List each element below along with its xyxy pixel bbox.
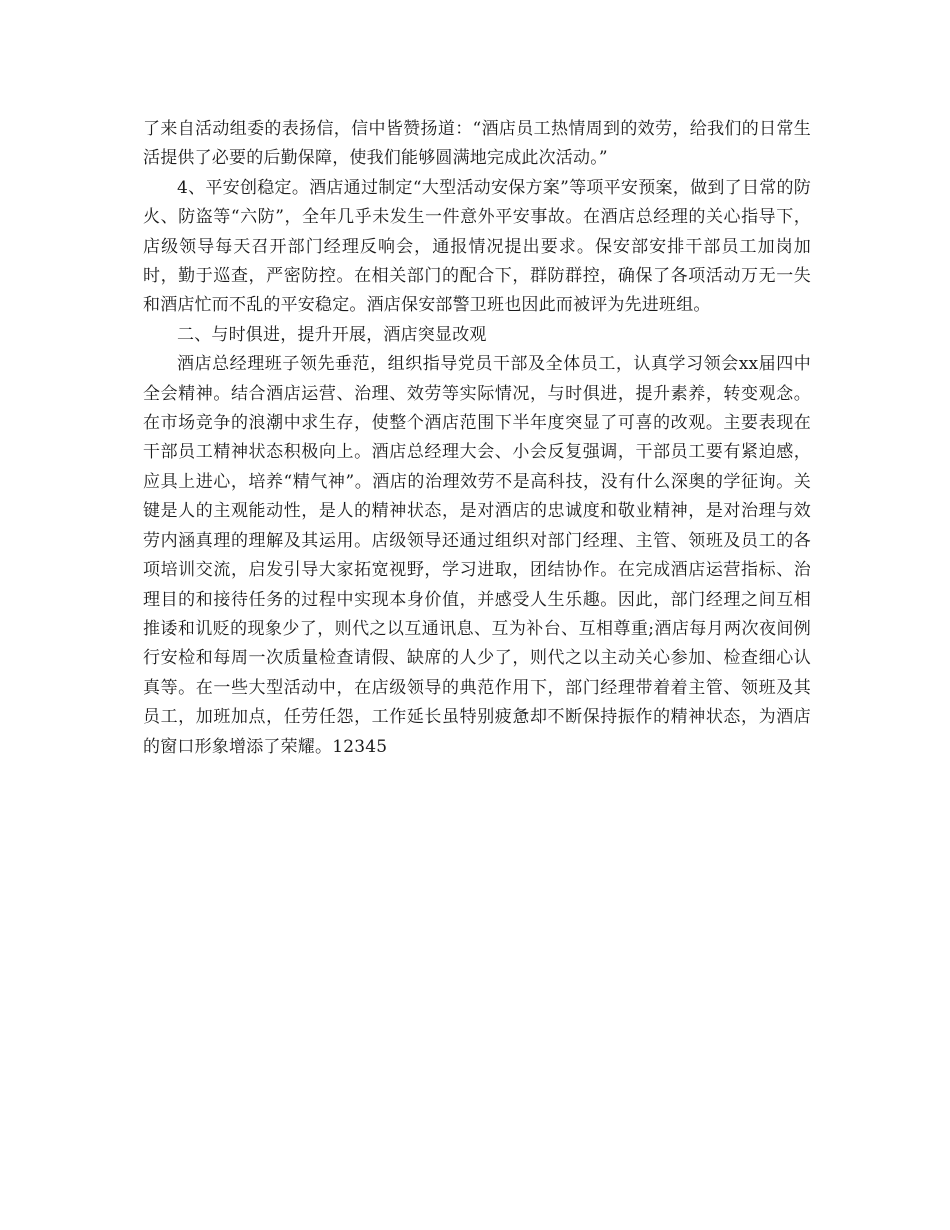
document-body: [143, 115, 811, 762]
paragraph-continuation: 了来自活动组委的表扬信，信中皆赞扬道：“酒店员工热情周到的效劳，给我们的日常生活提供了必要的后勤保障，使我们能够圆满地完成此次活动。”: [143, 119, 811, 169]
paragraph-leadership: 酒店总经理班子领先垂范，组织指导党员干部及全体员工，认真学习领会xx届四中全会精神。结合酒店运营、治理、效劳等实际情况，与时俱进，提升素养，转变观念。在市场竞争的浪潮中求生存，使整个酒店范围下半年度突显了可喜的改观。主要表现在干部员工精神状态积极向上。酒店总经理大会、小会反复强调，干部员工要有紧迫感，应具上进心，培养“精气神”。酒店的治理效劳不是高科技，没有什么深奥的学征询。关键是人的主观能动性，是人的精神状态，是对酒店的忠诚度和敬业精神，是对治理与效劳内涵真理的理解及其运用。店级领导还通过组织对部门经理、主管、领班及员工的各项培训交流，启发引导大家拓宽视野，学习进取，团结协作。在完成酒店运营指标、治理目的和接待任务的过程中实现本身价值，并感受人生乐趣。因此，部门经理之间互相推诿和讥贬的现象少了，则代之以互通讯息、互为补台、互相尊重;酒店每月两次夜间例行安检和每周一次质量检查请假、缺席的人少了，则代之以主动关心参加、检查细心认真等。在一些大型活动中，在店级领导的典范作用下，部门经理带着着主管、领班及其员工，加班加点，任劳任怨，工作延长虽特别疲惫却不断保持振作的精神状态，为酒店的窗口形象增添了荣耀。12345: [143, 354, 811, 757]
section-heading-two: 二、与时俱进，提升开展，酒店突显改观: [177, 324, 487, 345]
paragraph-safety-stability: 4、平安创稳定。酒店通过制定“大型活动安保方案”等项平安预案，做到了日常的防火、防盗等“六防”，全年几乎未发生一件意外平安事故。在酒店总经理的关心指导下，店级领导每天召开部门经理反响会，通报情况提出要求。保安部安排干部员工加岗加时，勤于巡查，严密防控。在相关部门的配合下，群防群控，确保了各项活动万无一失和酒店忙而不乱的平安稳定。酒店保安部警卫班也因此而被评为先进班组。: [143, 177, 811, 316]
